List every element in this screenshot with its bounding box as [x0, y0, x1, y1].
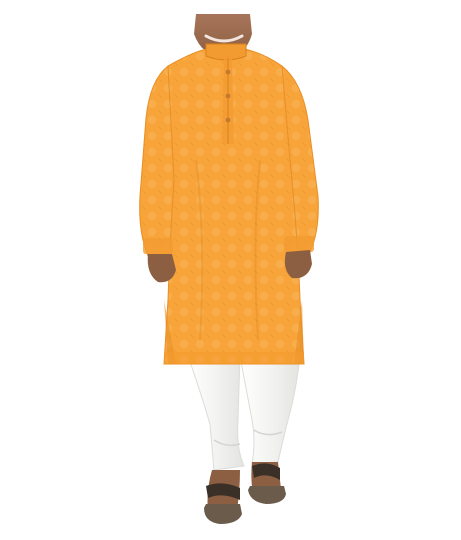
pajama-trousers [188, 356, 300, 470]
kurta [140, 44, 319, 364]
